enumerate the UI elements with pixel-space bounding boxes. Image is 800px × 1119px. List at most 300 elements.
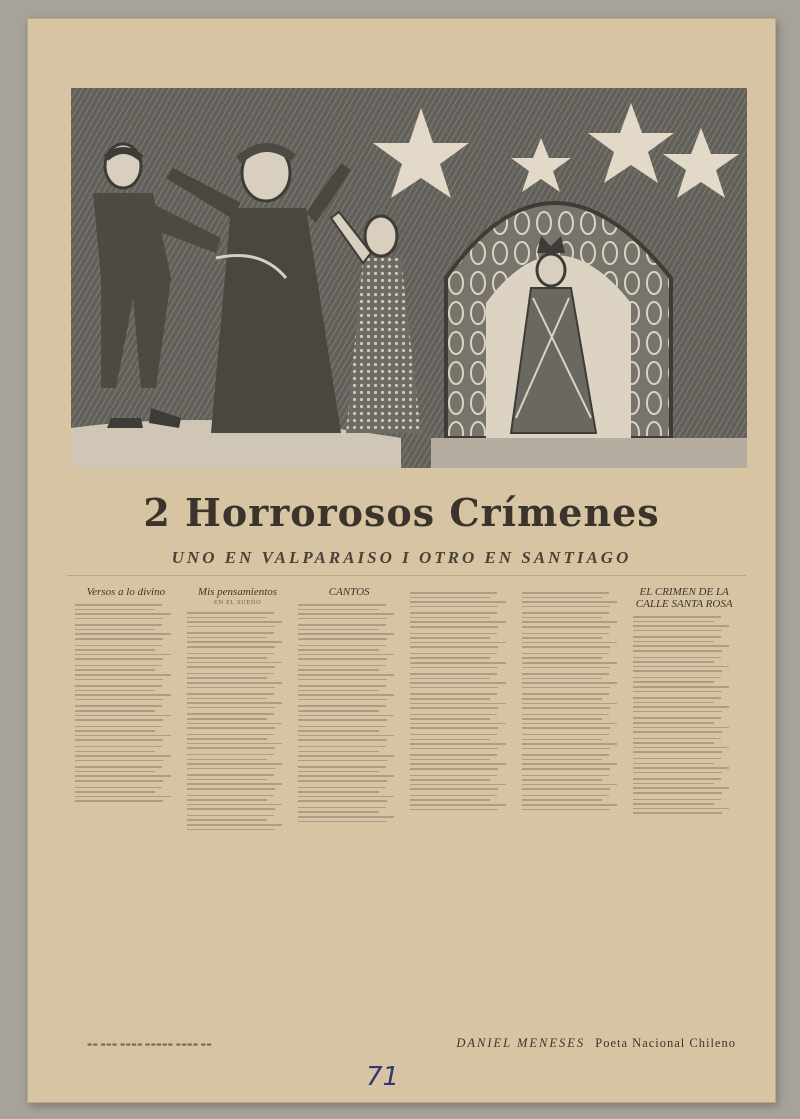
verse-line	[298, 654, 394, 656]
verse-line	[187, 747, 275, 749]
verse-column	[298, 586, 400, 1028]
verse-line	[522, 779, 602, 781]
column-title: CANTOS	[328, 586, 370, 598]
verse-line	[298, 739, 386, 741]
verse-line	[410, 743, 506, 745]
verse-line	[298, 775, 394, 777]
verse-line	[75, 665, 162, 667]
verse-line	[633, 697, 720, 699]
verse-line	[410, 723, 506, 725]
verse-line	[522, 606, 610, 608]
verse-line	[75, 715, 171, 717]
verse-line	[298, 609, 378, 611]
verse-line	[410, 642, 506, 644]
printer-imprint: ▬▬ ▬▬▬ ▬▬▬▬ ▬▬▬▬▬ ▬▬▬▬ ▬▬	[87, 1042, 213, 1048]
verse-line	[633, 747, 729, 749]
headline: 2 Horrorosos Crímenes	[143, 490, 660, 535]
verse-line	[298, 796, 394, 798]
verse-line	[298, 787, 385, 789]
verse-line	[633, 778, 720, 780]
verse-line	[633, 630, 721, 632]
verse-line	[522, 718, 602, 720]
verse-stanza	[187, 754, 289, 769]
verse-line	[75, 613, 171, 615]
verse-line	[633, 767, 729, 769]
verse-line	[522, 687, 610, 689]
verse-line	[633, 731, 721, 733]
verse-line	[75, 766, 162, 768]
verse-line	[633, 616, 720, 618]
verse-line	[522, 693, 609, 695]
verse-line	[187, 698, 267, 700]
verse-line	[75, 760, 163, 762]
verse-stanza	[187, 653, 289, 668]
verse-stanza	[75, 645, 177, 660]
verse-line	[75, 699, 163, 701]
verse-line	[633, 711, 721, 713]
verse-line	[75, 638, 163, 640]
verse-line	[410, 682, 506, 684]
verse-line	[522, 795, 609, 797]
verse-line	[633, 666, 729, 668]
verse-line	[298, 604, 385, 606]
verse-stanza	[410, 795, 512, 810]
verse-line	[410, 739, 490, 741]
verse-line	[410, 734, 497, 736]
verse-line	[75, 746, 162, 748]
verse-line	[187, 738, 267, 740]
verse-line	[633, 787, 729, 789]
verse-line	[187, 763, 283, 765]
verse-line	[298, 613, 394, 615]
verse-line	[633, 645, 729, 647]
verse-stanza	[187, 795, 289, 810]
verse-line	[298, 705, 385, 707]
verse-line	[633, 742, 713, 744]
verse-line	[75, 679, 163, 681]
verse-line	[187, 783, 283, 785]
broadside-sheet	[27, 18, 776, 1103]
verse-stanza	[410, 653, 512, 668]
verse-line	[410, 592, 497, 594]
verse-line	[298, 719, 386, 721]
verse-line	[298, 816, 394, 818]
verse-stanza	[298, 787, 400, 802]
verse-stanza	[633, 738, 735, 753]
verse-line	[298, 624, 385, 626]
verse-line	[633, 758, 720, 760]
verse-stanza	[522, 653, 624, 668]
verse-stanza	[410, 612, 512, 627]
verse-stanza	[633, 636, 735, 651]
verse-stanza	[410, 754, 512, 769]
verse-line	[522, 682, 618, 684]
verse-line	[410, 626, 498, 628]
verse-line	[410, 678, 490, 680]
verse-line	[522, 678, 602, 680]
verse-line	[187, 653, 274, 655]
verse-line	[187, 774, 274, 776]
verse-stanza	[75, 685, 177, 700]
column-title: Versos a lo divino	[86, 586, 166, 598]
verse-line	[298, 807, 385, 809]
verse-line	[522, 592, 609, 594]
verse-line	[410, 727, 498, 729]
verse-line	[522, 799, 602, 801]
verse-line	[522, 714, 609, 716]
verse-line	[522, 739, 602, 741]
verse-line	[633, 677, 720, 679]
verse-stanza	[633, 697, 735, 712]
verse-line	[522, 601, 618, 603]
verse-line	[187, 713, 274, 715]
verse-line	[75, 710, 155, 712]
verse-line	[187, 804, 283, 806]
verse-stanza	[633, 799, 735, 814]
verse-line	[410, 657, 490, 659]
verse-line	[522, 804, 618, 806]
verse-column	[410, 586, 512, 1028]
verse-line	[75, 609, 155, 611]
verse-line	[410, 759, 490, 761]
verse-stanza	[75, 726, 177, 741]
verse-stanza	[187, 612, 289, 627]
verse-line	[633, 650, 721, 652]
verse-line	[75, 649, 155, 651]
verse-line	[633, 792, 721, 794]
verse-line	[187, 829, 275, 831]
verse-line	[522, 707, 610, 709]
verse-stanza	[75, 705, 177, 720]
verse-line	[75, 658, 163, 660]
verse-line	[298, 649, 378, 651]
verse-line	[522, 743, 618, 745]
verse-line	[522, 642, 618, 644]
verse-stanza	[522, 673, 624, 688]
verse-line	[298, 791, 378, 793]
verse-line	[633, 636, 720, 638]
verse-line	[410, 804, 506, 806]
verse-line	[75, 674, 171, 676]
verse-line	[75, 800, 163, 802]
woodcut-illustration	[71, 88, 747, 468]
verse-line	[633, 670, 721, 672]
verse-line	[298, 780, 386, 782]
verse-line	[522, 809, 610, 811]
verse-stanza	[522, 693, 624, 708]
verse-line	[410, 768, 498, 770]
verse-line	[410, 621, 506, 623]
verse-stanza	[410, 775, 512, 790]
verse-line	[633, 799, 720, 801]
verse-column	[633, 586, 735, 1028]
verse-stanza	[187, 815, 289, 830]
verse-line	[75, 739, 163, 741]
verse-line	[410, 673, 497, 675]
verse-line	[522, 759, 602, 761]
verse-line	[522, 662, 618, 664]
floor-base	[431, 438, 747, 468]
verse-line	[522, 673, 609, 675]
verse-stanza	[410, 592, 512, 607]
verse-line	[522, 646, 610, 648]
verse-line	[522, 727, 610, 729]
verse-line	[298, 665, 385, 667]
verse-stanza	[187, 713, 289, 728]
verse-line	[298, 710, 378, 712]
verse-line	[75, 755, 171, 757]
verse-line	[298, 766, 385, 768]
verse-line	[522, 763, 618, 765]
verse-stanza	[633, 616, 735, 631]
verse-line	[187, 815, 274, 817]
column-subtitle: EN EL SUEÑO	[213, 600, 262, 606]
verse-line	[410, 646, 498, 648]
verse-line	[633, 772, 721, 774]
verse-line	[410, 597, 490, 599]
verse-line	[410, 662, 506, 664]
verse-line	[633, 681, 713, 683]
verse-line	[410, 784, 506, 786]
verse-line	[298, 633, 394, 635]
verse-stanza	[633, 758, 735, 773]
verse-line	[187, 707, 275, 709]
verse-stanza	[75, 624, 177, 639]
verse-line	[633, 808, 729, 810]
column-verses	[410, 592, 512, 810]
verse-line	[633, 702, 713, 704]
verse-line	[75, 751, 155, 753]
verse-line	[298, 746, 385, 748]
verse-line	[298, 699, 386, 701]
verse-line	[410, 718, 490, 720]
verse-line	[187, 662, 283, 664]
verse-line	[522, 617, 602, 619]
verse-line	[410, 775, 497, 777]
verse-stanza	[298, 766, 400, 781]
column-verses	[298, 604, 400, 822]
verse-line	[187, 768, 275, 770]
verse-line	[75, 735, 171, 737]
verse-line	[298, 760, 386, 762]
verse-line	[410, 707, 498, 709]
verse-line	[633, 727, 729, 729]
verse-line	[75, 730, 155, 732]
verse-stanza	[633, 657, 735, 672]
subhead: UNO EN VALPARAISO I OTRO EN SANTIAGO	[171, 548, 632, 567]
column-verses	[187, 612, 289, 830]
verse-line	[75, 705, 162, 707]
signature-line	[27, 1036, 736, 1051]
divider-rule	[67, 575, 746, 576]
verse-line	[633, 803, 713, 805]
verse-line	[187, 657, 267, 659]
verse-line	[298, 645, 385, 647]
verse-line	[410, 606, 498, 608]
verse-column	[75, 586, 177, 1028]
verse-line	[633, 661, 713, 663]
verse-line	[522, 612, 609, 614]
verse-stanza	[298, 726, 400, 741]
verse-line	[187, 617, 267, 619]
verse-line	[187, 718, 267, 720]
verse-line	[298, 821, 386, 823]
verse-stanza	[298, 645, 400, 660]
verse-line	[298, 679, 386, 681]
verse-line	[522, 723, 618, 725]
verse-line	[187, 646, 275, 648]
verse-stanza	[187, 632, 289, 647]
column-verses	[633, 616, 735, 814]
verse-line	[410, 633, 497, 635]
verse-line	[298, 685, 385, 687]
verse-line	[522, 734, 609, 736]
verse-line	[522, 653, 609, 655]
verse-line	[522, 667, 610, 669]
verse-line	[298, 638, 386, 640]
verse-line	[187, 637, 267, 639]
verse-line	[75, 780, 163, 782]
verse-line	[298, 800, 386, 802]
verse-line	[187, 799, 267, 801]
verse-line	[410, 698, 490, 700]
verse-line	[410, 754, 497, 756]
verse-stanza	[522, 714, 624, 729]
verse-line	[298, 694, 394, 696]
verse-line	[187, 779, 267, 781]
verse-line	[75, 624, 162, 626]
verse-line	[410, 799, 490, 801]
verse-stanza	[298, 746, 400, 761]
verse-line	[75, 618, 163, 620]
verse-line	[187, 673, 274, 675]
verse-line	[410, 637, 490, 639]
woodcut-svg	[71, 88, 747, 468]
verse-stanza	[522, 795, 624, 810]
verse-stanza	[522, 633, 624, 648]
verse-line	[75, 694, 171, 696]
verse-line	[75, 775, 171, 777]
verse-line	[633, 686, 729, 688]
verse-column	[522, 586, 624, 1028]
verse-line	[633, 641, 713, 643]
verse-stanza	[633, 677, 735, 692]
verse-line	[410, 687, 498, 689]
verse-line	[522, 633, 609, 635]
verse-stanza	[298, 665, 400, 680]
verse-stanza	[298, 624, 400, 639]
verse-line	[410, 703, 506, 705]
verse-line	[187, 632, 274, 634]
verse-stanza	[522, 612, 624, 627]
verse-line	[298, 658, 386, 660]
verse-stanza	[298, 807, 400, 822]
verse-line	[187, 693, 274, 695]
verse-line	[522, 626, 610, 628]
verse-stanza	[410, 734, 512, 749]
verse-line	[522, 775, 609, 777]
verse-line	[522, 754, 609, 756]
verse-stanza	[522, 775, 624, 790]
verse-line	[410, 667, 498, 669]
verse-line	[522, 703, 618, 705]
verse-line	[298, 755, 394, 757]
verse-line	[75, 633, 171, 635]
verse-line	[633, 783, 713, 785]
verse-stanza	[187, 774, 289, 789]
verse-stanza	[75, 665, 177, 680]
verse-line	[75, 791, 155, 793]
verse-stanza	[410, 633, 512, 648]
verse-line	[298, 618, 386, 620]
verse-line	[298, 669, 378, 671]
verse-line	[410, 714, 497, 716]
verse-line	[75, 771, 155, 773]
verse-line	[522, 784, 618, 786]
verse-line	[633, 812, 721, 814]
verse-line	[187, 677, 267, 679]
verse-line	[187, 795, 274, 797]
verse-line	[75, 645, 162, 647]
verse-line	[187, 621, 283, 623]
verse-line	[633, 621, 713, 623]
verse-stanza	[298, 604, 400, 619]
verse-column	[187, 586, 289, 1028]
verse-stanza	[633, 778, 735, 793]
verse-stanza	[75, 604, 177, 619]
verse-line	[410, 795, 497, 797]
verse-line	[187, 612, 274, 614]
verse-line	[187, 788, 275, 790]
verse-line	[187, 759, 267, 761]
verse-line	[187, 754, 274, 756]
verse-line	[633, 706, 729, 708]
verse-line	[633, 763, 713, 765]
verse-line	[522, 788, 610, 790]
verse-line	[75, 669, 155, 671]
verse-stanza	[298, 685, 400, 700]
verse-line	[410, 693, 497, 695]
verse-line	[187, 641, 283, 643]
verse-line	[522, 637, 602, 639]
verse-columns	[75, 586, 735, 1028]
verse-line	[187, 702, 283, 704]
verse-line	[187, 682, 283, 684]
verse-line	[75, 796, 171, 798]
verse-line	[410, 601, 506, 603]
verse-line	[75, 604, 162, 606]
column-verses	[75, 604, 177, 802]
verse-stanza	[75, 746, 177, 761]
verse-line	[187, 727, 275, 729]
verse-line	[75, 685, 162, 687]
verse-stanza	[187, 673, 289, 688]
verse-line	[298, 751, 378, 753]
verse-line	[298, 674, 394, 676]
verse-line	[187, 819, 267, 821]
column-title: EL CRIMEN DE LA CALLE SANTA ROSA	[635, 586, 733, 610]
verse-stanza	[410, 714, 512, 729]
verse-line	[187, 734, 274, 736]
verse-stanza	[410, 693, 512, 708]
verse-line	[187, 808, 275, 810]
verse-stanza	[75, 766, 177, 781]
verse-line	[187, 824, 283, 826]
verse-line	[298, 771, 378, 773]
verse-line	[298, 715, 394, 717]
verse-line	[633, 722, 713, 724]
verse-line	[633, 738, 720, 740]
